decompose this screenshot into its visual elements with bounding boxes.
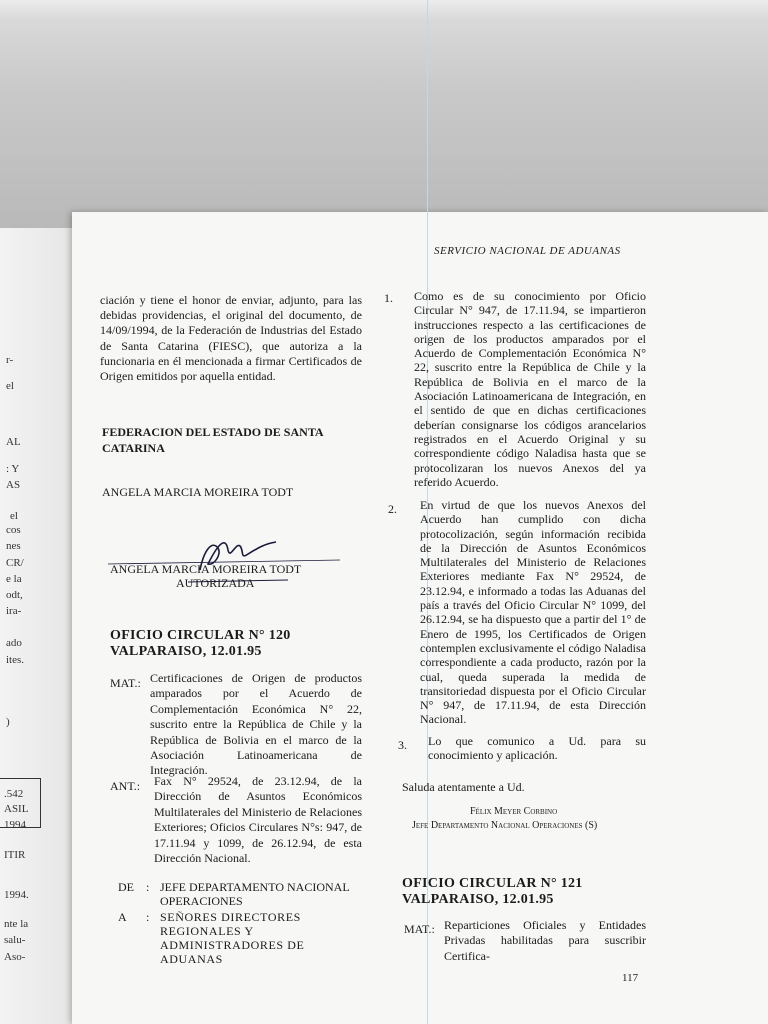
ant-label: ANT.: xyxy=(110,779,141,793)
signer-name: Félix Meyer Corbino xyxy=(470,806,558,817)
previous-page-fragment: Aso- xyxy=(4,951,26,963)
previous-page-fragment: ado xyxy=(6,637,22,649)
paragraph-2-number: 2. xyxy=(388,502,397,516)
previous-page-fragment: CR/ xyxy=(6,557,24,569)
ant-text: Fax N° 29524, de 23.12.94, de la Dirección de Asuntos Económicos Multilaterales del Ministerio de Relaciones Exteriores; Oficios Circulares N°s: 947, de 17.11.94 y 1099, de 26.12.94, de esta Dirección Nacional. xyxy=(154,774,362,866)
previous-page-fragment: ITIR xyxy=(4,849,26,861)
circular-121-mat-text: Reparticiones Oficiales y Entidades Privadas habilitadas para suscribir Certifica- xyxy=(444,918,646,963)
previous-page-fragment: salu- xyxy=(4,934,26,946)
previous-page-fragment: .542 xyxy=(4,788,24,800)
previous-page-fragment: cos xyxy=(6,524,21,536)
previous-page-fragment: nte la xyxy=(4,918,29,930)
signature-name: ANGELA MARCIA MOREIRA TODT xyxy=(110,562,302,576)
a-separator: : xyxy=(146,910,150,924)
previous-page-fragment: 1994. xyxy=(4,889,29,901)
previous-page-fragment: ites. xyxy=(6,654,25,666)
mat-label: MAT.: xyxy=(110,676,141,690)
previous-page-fragment: nes xyxy=(6,540,21,552)
page-header: SERVICIO NACIONAL DE ADUANAS xyxy=(434,245,621,257)
authorized-name: ANGELA MARCIA MOREIRA TODT xyxy=(102,485,294,499)
previous-page-fragment: AS xyxy=(6,479,21,491)
signature-caption xyxy=(110,562,301,590)
previous-page-fragment: e la xyxy=(6,573,22,585)
signer-title: Jefe Departamento Nacional Operaciones (S) xyxy=(412,820,598,831)
mat-text: Certificaciones de Origen de productos amparados por el Acuerdo de Complementación Económica N° 22, suscrito entre la República de Chile y la República de Bolivia en el marco de la Asociación Latinoamericana de Integración. xyxy=(150,671,362,778)
circular-121-mat-label: MAT.: xyxy=(404,922,435,936)
paragraph-3: Lo que comunico a Ud. para su conocimiento y aplicación. xyxy=(428,734,646,763)
de-separator: : xyxy=(146,880,150,894)
previous-page-fragment: AL xyxy=(6,436,21,448)
left-column xyxy=(100,293,362,384)
circular-121-title: OFICIO CIRCULAR N° 121 xyxy=(402,876,583,891)
circular-120-heading xyxy=(110,628,291,660)
circular-120-place-date: VALPARAISO, 12.01.95 xyxy=(110,644,262,659)
circular-121-place-date: VALPARAISO, 12.01.95 xyxy=(402,892,554,907)
a-text: SEÑORES DIRECTORES REGIONALES Y ADMINISTRADORES DE ADUANAS xyxy=(160,910,305,966)
previous-page-fragment: ira- xyxy=(6,605,22,617)
federation-block xyxy=(102,424,364,456)
federation-name-line2: CATARINA xyxy=(102,441,165,455)
intro-paragraph: ciación y tiene el honor de enviar, adjunto, para las debidas providencias, el original del documento, de 14/09/1994, de la Federación de Industrias del Estado de Santa Catarina (FIESC), que autoriza a la funcionaria en él mencionada a firmar Certificados de Origen emitidos por aquella entidad. xyxy=(100,293,362,384)
paragraph-1: Como es de su conocimiento por Oficio Circular N° 947, de 17.11.94, se impartieron instrucciones respecto a las certificaciones de origen de los productos amparados por el Acuerdo de Complementación Económica N° 22, suscrito entre la República de Chile y la República de Bolivia en el marco de la Asociación Latinoamericana de Integración, en el sentido de que en dichas certificaciones deberían consignarse los códigos arancelarios registrados en el Acuerdo Original y su correspondiente código Naladisa hasta que se protocolizaran los nuevos Anexos del ya referido Acuerdo. xyxy=(414,289,646,489)
previous-page-fragment: : Y xyxy=(6,463,20,475)
circular-121-heading xyxy=(402,876,583,908)
paragraph-1-number: 1. xyxy=(384,291,393,305)
page-number: 117 xyxy=(622,972,639,984)
paragraph-2: En virtud de que los nuevos Anexos del Acuerdo han cumplido con dicha protocolización, según información recibida de la Dirección de Asuntos Económicos Multilaterales del Ministerio de Relaciones Exteriores mediante Fax N° 29524, de 23.12.94, e informado a todas las Aduanas del país a través del Oficio Circular N° 1099, del 26.12.94, se ha dispuesto que a partir del 1° de Enero de 1995, los Certificados de Origen contemplen exclusivamente el código Naladisa correspondiente a cada producto, razón por la cual, queda superada la medida de transitoriedad dispuesta por el Oficio Circular N° 947, de 17.11.94, de esta Dirección Nacional. xyxy=(420,498,646,727)
a-label: A xyxy=(118,910,127,924)
previous-page-fragment: r- xyxy=(6,354,14,366)
closing-line: Saluda atentamente a Ud. xyxy=(402,780,525,794)
de-text: JEFE DEPARTAMENTO NACIONAL OPERACIONES xyxy=(160,880,350,908)
authorized-person xyxy=(102,485,364,500)
previous-page-edge xyxy=(0,228,72,1024)
previous-page-fragment: ) xyxy=(6,716,10,728)
previous-page-fragment: 1994 xyxy=(4,819,26,831)
circular-120-title: OFICIO CIRCULAR N° 120 xyxy=(110,628,291,643)
previous-page-fragment: el xyxy=(6,380,14,392)
signature-title: AUTORIZADA xyxy=(176,576,255,590)
previous-page-fragment: ASIL xyxy=(4,803,29,815)
federation-name-line1: FEDERACION DEL ESTADO DE SANTA xyxy=(102,425,324,439)
paragraph-3-number: 3. xyxy=(398,738,407,752)
previous-page-fragment: odt, xyxy=(6,589,23,601)
previous-page-fragment: el xyxy=(10,510,18,522)
scan-shadow xyxy=(0,0,768,228)
de-label: DE xyxy=(118,880,134,894)
